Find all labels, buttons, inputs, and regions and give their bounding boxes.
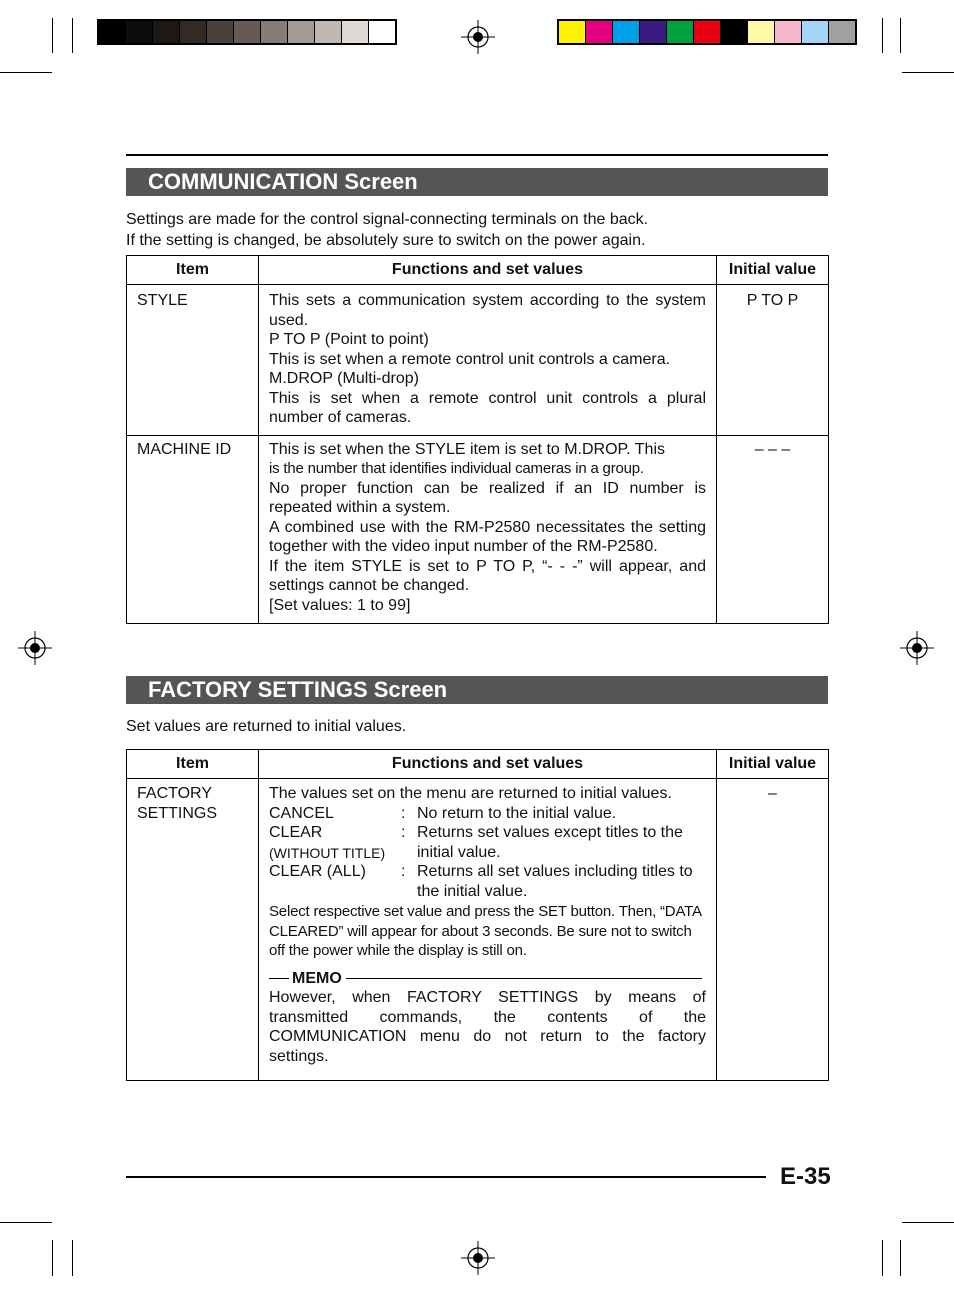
- factory-table: [126, 749, 829, 1081]
- registration-mark-icon: [18, 631, 52, 665]
- function-line: [Set values: 1 to 99]: [269, 596, 411, 614]
- header-initial-value: Initial value: [717, 750, 829, 779]
- memo-header: [269, 969, 706, 989]
- option-description: Returns all set values including titles to the initial value.: [417, 863, 693, 900]
- table-row: [127, 435, 829, 624]
- color-swatch: [369, 21, 395, 43]
- color-swatch: [126, 21, 153, 43]
- grayscale-swatches: [97, 19, 397, 45]
- function-line: This sets a communication system according to the system used.: [269, 292, 706, 329]
- color-swatch: [694, 21, 721, 43]
- option-description: No return to the initial value.: [417, 804, 617, 822]
- option-list: [269, 804, 706, 902]
- color-swatch: [153, 21, 180, 43]
- color-swatch: [748, 21, 775, 43]
- function-line: If the item STYLE is set to P TO P, “- - -” will appear, and settings cannot be changed.: [269, 557, 706, 594]
- color-swatches: [557, 19, 857, 45]
- color-swatch: [775, 21, 802, 43]
- color-swatch: [613, 21, 640, 43]
- function-line: P TO P (Point to point): [269, 331, 429, 348]
- initial-value-cell: P TO P: [717, 285, 829, 436]
- item-line: FACTORY: [137, 785, 212, 802]
- color-swatch: [180, 21, 207, 43]
- table-header-row: [127, 256, 829, 285]
- header-initial-value: Initial value: [717, 256, 829, 285]
- note-text: Select respective set value and press the SET button. Then, “DATA CLEARED” will appear for about 3 seconds. Be sure not to switch off the power while the display is still on.: [269, 903, 701, 959]
- header-item: Item: [127, 256, 259, 285]
- option-key: [269, 823, 401, 862]
- option-key: CLEAR (ALL): [269, 863, 366, 880]
- header-item: Item: [127, 750, 259, 779]
- bottom-rule: [126, 1176, 766, 1178]
- color-swatch: [99, 21, 126, 43]
- section-title-communication: COMMUNICATION Screen: [126, 168, 828, 196]
- color-swatch: [288, 21, 315, 43]
- function-line: No proper function can be realized if an ID number is repeated within a system.: [269, 479, 706, 516]
- color-swatch: [261, 21, 288, 43]
- memo-text: However, when FACTORY SETTINGS by means of transmitted commands, the contents of the COMMUNICATION menu do not return to the factory settings.: [269, 989, 706, 1065]
- functions-cell: [259, 779, 717, 1081]
- initial-value-cell: – – –: [717, 435, 829, 624]
- color-swatch: [234, 21, 261, 43]
- lead-text: The values set on the menu are returned to initial values.: [269, 785, 672, 802]
- section-title-factory-settings: FACTORY SETTINGS Screen: [126, 676, 828, 704]
- color-swatch: [207, 21, 234, 43]
- option-key-subtitle: (WITHOUT TITLE): [269, 844, 386, 861]
- option-key-label: CLEAR: [269, 824, 323, 841]
- table-row: [127, 779, 829, 1081]
- item-cell: MACHINE ID: [127, 435, 259, 624]
- table-header-row: [127, 750, 829, 779]
- item-cell: [127, 779, 259, 1081]
- registration-mark-icon: [461, 1241, 495, 1275]
- initial-value-cell: –: [717, 779, 829, 1081]
- page-number: E-35: [780, 1163, 831, 1190]
- color-swatch: [586, 21, 613, 43]
- functions-cell: [259, 285, 717, 436]
- functions-cell: [259, 435, 717, 624]
- color-swatch: [829, 21, 855, 43]
- registration-mark-icon: [900, 631, 934, 665]
- intro-line: If the setting is changed, be absolutely sure to switch on the power again.: [126, 232, 646, 249]
- function-line: This is set when a remote control unit controls a camera.: [269, 350, 671, 368]
- top-rule: [126, 154, 828, 156]
- intro-line: Settings are made for the control signal-connecting terminals on the back.: [126, 211, 649, 228]
- option-description: Returns set values except titles to the initial value.: [417, 824, 683, 861]
- item-line: SETTINGS: [137, 804, 218, 822]
- color-swatch: [802, 21, 829, 43]
- color-swatch: [667, 21, 694, 43]
- color-swatch: [559, 21, 586, 43]
- header-functions: Functions and set values: [259, 256, 717, 285]
- color-swatch: [315, 21, 342, 43]
- factory-intro: Set values are returned to initial values.: [126, 718, 407, 735]
- function-line: This is set when the STYLE item is set to M.DROP. This: [269, 440, 665, 458]
- option-separator: :: [401, 824, 406, 841]
- color-swatch: [721, 21, 748, 43]
- function-line: is the number that identifies individual cameras in a group.: [269, 460, 644, 477]
- color-swatch: [342, 21, 369, 43]
- option-separator: :: [401, 863, 406, 880]
- function-line: A combined use with the RM-P2580 necessitates the setting together with the video input number of the RM-P2580.: [269, 518, 706, 555]
- memo-label: MEMO: [292, 969, 342, 987]
- color-swatch: [640, 21, 667, 43]
- option-key: CANCEL: [269, 804, 334, 822]
- option-separator: :: [401, 804, 406, 822]
- communication-table: [126, 255, 829, 624]
- header-functions: Functions and set values: [259, 750, 717, 779]
- registration-mark-icon: [461, 20, 495, 54]
- function-line: This is set when a remote control unit controls a plural number of cameras.: [269, 389, 706, 426]
- item-cell: STYLE: [127, 285, 259, 436]
- table-row: [127, 285, 829, 436]
- function-line: M.DROP (Multi-drop): [269, 370, 419, 387]
- communication-intro: [126, 209, 648, 251]
